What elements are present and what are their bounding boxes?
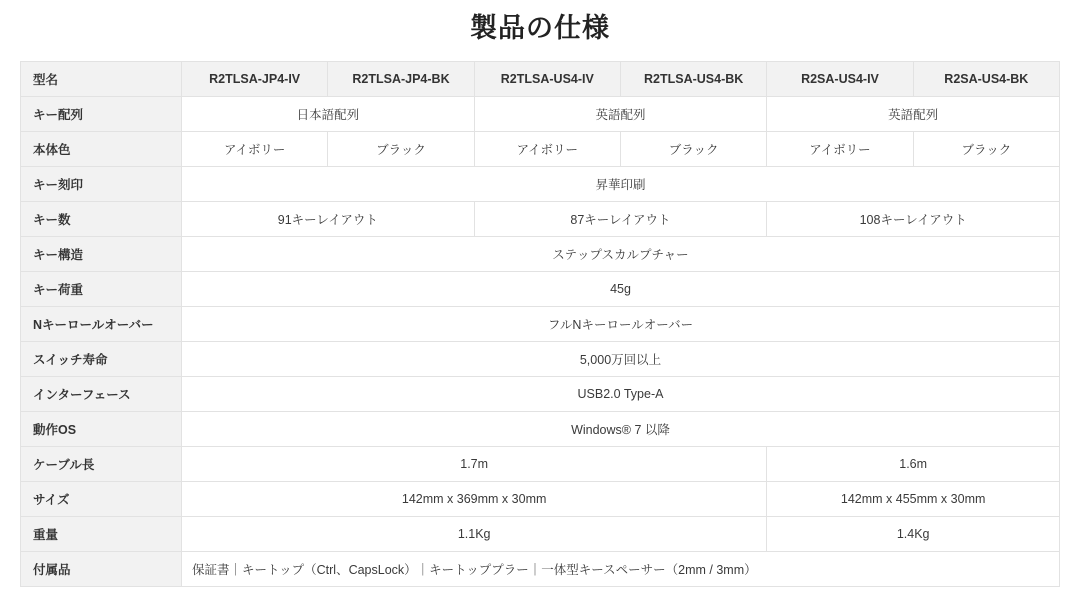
row-header-2: キー刻印 <box>21 167 182 202</box>
spec-cell: ブラック <box>620 132 766 167</box>
spec-cell: 1.1Kg <box>182 517 767 552</box>
row-header-0: キー配列 <box>21 97 182 132</box>
spec-cell: 英語配列 <box>767 97 1060 132</box>
row-header-5: キー荷重 <box>21 272 182 307</box>
column-header-model: R2SA-US4-BK <box>913 62 1059 97</box>
spec-cell: 1.4Kg <box>767 517 1060 552</box>
spec-cell: 87キーレイアウト <box>474 202 767 237</box>
spec-cell: アイボリー <box>474 132 620 167</box>
table-row <box>21 412 1060 447</box>
table-row <box>21 377 1060 412</box>
table-header-row <box>21 62 1060 97</box>
spec-cell: 1.6m <box>767 447 1060 482</box>
spec-cell: 142mm x 369mm x 30mm <box>182 482 767 517</box>
spec-cell: アイボリー <box>767 132 913 167</box>
row-header-6: Nキーロールオーバー <box>21 307 182 342</box>
spec-cell: 日本語配列 <box>182 97 475 132</box>
table-row <box>21 342 1060 377</box>
row-header-13: 付属品 <box>21 552 182 587</box>
table-row <box>21 517 1060 552</box>
spec-cell: ブラック <box>328 132 474 167</box>
spec-cell: 英語配列 <box>474 97 767 132</box>
table-row <box>21 167 1060 202</box>
spec-cell: 91キーレイアウト <box>182 202 475 237</box>
column-header-model: R2TLSA-JP4-BK <box>328 62 474 97</box>
column-header-model: R2SA-US4-IV <box>767 62 913 97</box>
row-header-9: 動作OS <box>21 412 182 447</box>
spec-cell: USB2.0 Type-A <box>182 377 1060 412</box>
spec-cell: フルNキーロールオーバー <box>182 307 1060 342</box>
column-header-model: R2TLSA-US4-IV <box>474 62 620 97</box>
row-header-11: サイズ <box>21 482 182 517</box>
column-header-model: R2TLSA-US4-BK <box>620 62 766 97</box>
page-title: 製品の仕様 <box>470 13 610 43</box>
row-header-10: ケーブル長 <box>21 447 182 482</box>
row-header-1: 本体色 <box>21 132 182 167</box>
spec-cell: ステップスカルプチャー <box>182 237 1060 272</box>
spec-cell: 142mm x 455mm x 30mm <box>767 482 1060 517</box>
spec-cell: 5,000万回以上 <box>182 342 1060 377</box>
table-row <box>21 272 1060 307</box>
row-header-4: キー構造 <box>21 237 182 272</box>
table-row <box>21 482 1060 517</box>
spec-cell: Windows® 7 以降 <box>182 412 1060 447</box>
spec-cell: ブラック <box>913 132 1059 167</box>
row-header-7: スイッチ寿命 <box>21 342 182 377</box>
spec-cell: アイボリー <box>182 132 328 167</box>
row-header-8: インターフェース <box>21 377 182 412</box>
table-row <box>21 552 1060 587</box>
spec-cell: 保証書｜キートップ（Ctrl、CapsLock）｜キートッププラー｜一体型キースペーサー（2mm / 3mm） <box>182 552 1060 587</box>
product-spec-table <box>20 61 1060 587</box>
spec-cell: 昇華印刷 <box>182 167 1060 202</box>
spec-table-wrap <box>0 61 1080 587</box>
table-row <box>21 307 1060 342</box>
spec-cell: 108キーレイアウト <box>767 202 1060 237</box>
row-header-3: キー数 <box>21 202 182 237</box>
table-row <box>21 97 1060 132</box>
table-row <box>21 237 1060 272</box>
spec-table-body <box>21 62 1060 587</box>
table-row <box>21 202 1060 237</box>
row-header-label: 型名 <box>21 62 182 97</box>
spec-cell: 1.7m <box>182 447 767 482</box>
table-row <box>21 132 1060 167</box>
column-header-model: R2TLSA-JP4-IV <box>182 62 328 97</box>
spec-cell: 45g <box>182 272 1060 307</box>
row-header-12: 重量 <box>21 517 182 552</box>
table-row <box>21 447 1060 482</box>
